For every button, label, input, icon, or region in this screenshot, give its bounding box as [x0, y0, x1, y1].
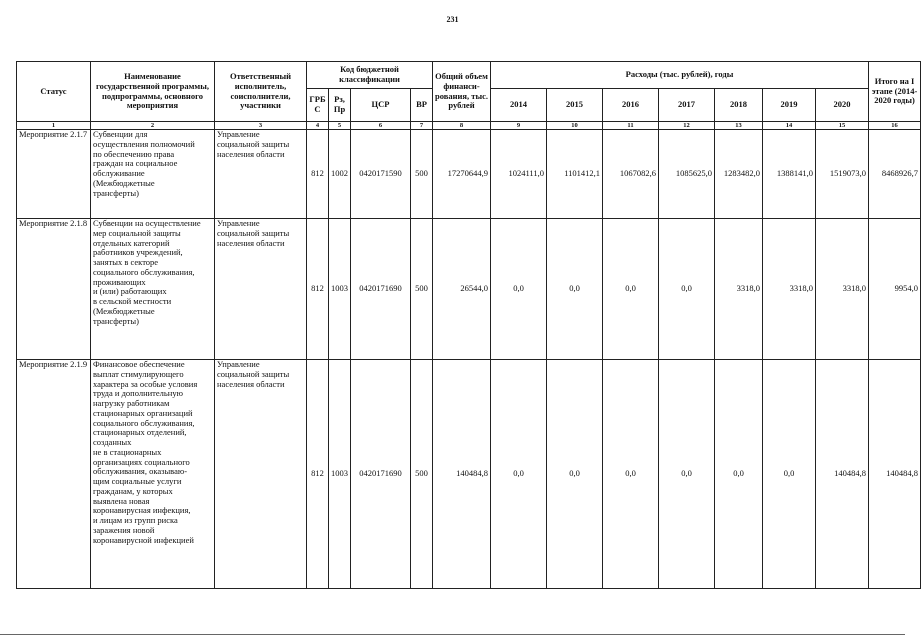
- table-row: [17, 130, 921, 219]
- column-number: 9: [491, 122, 547, 130]
- year-2014-cell: 0,0: [491, 360, 547, 589]
- table-row: [17, 360, 921, 589]
- year-2014-cell: 1024111,0: [491, 130, 547, 219]
- year-2016-cell: 0,0: [603, 219, 659, 360]
- col-year-2017-header: 2017: [659, 89, 715, 122]
- total-funding-cell: 26544,0: [433, 219, 491, 360]
- col-csr-header: ЦСР: [351, 89, 411, 122]
- status-cell: Мероприятие 2.1.9: [17, 360, 91, 589]
- rzpr-cell: 1002: [329, 130, 351, 219]
- column-number: 1: [17, 122, 91, 130]
- year-2017-cell: 0,0: [659, 360, 715, 589]
- column-number: 7: [411, 122, 433, 130]
- vr-cell: 500: [411, 219, 433, 360]
- stage-total-cell: 8468926,7: [869, 130, 921, 219]
- page-number: 231: [446, 15, 459, 24]
- year-2020-cell: 1519073,0: [816, 130, 869, 219]
- col-program-name-header: Наименование государственной программы, подпрограммы, основного мероприятия: [91, 62, 215, 122]
- col-year-2020-header: 2020: [816, 89, 869, 122]
- col-executor-header: Ответственный исполнитель, соисполнители, участники: [215, 62, 307, 122]
- program-name-cell: Субвенции на осуществление мер социальной защиты отдельных категорий работников учреждений, занятых в секторе социального обслуживания, проживающих и (или) работающих в сельской местности (Межбюджетные трансферты): [91, 219, 215, 360]
- column-number: 8: [433, 122, 491, 130]
- column-number-row: [17, 122, 921, 130]
- year-2020-cell: 3318,0: [816, 219, 869, 360]
- column-number: 5: [329, 122, 351, 130]
- col-total-funding-header: Общий объем финанси-рования, тыс. рублей: [433, 62, 491, 122]
- year-2019-cell: 1388141,0: [763, 130, 816, 219]
- column-number: 3: [215, 122, 307, 130]
- rzpr-cell: 1003: [329, 360, 351, 589]
- year-2015-cell: 0,0: [547, 219, 603, 360]
- year-2016-cell: 1067082,6: [603, 130, 659, 219]
- vr-cell: 500: [411, 360, 433, 589]
- col-year-2019-header: 2019: [763, 89, 816, 122]
- page-bottom-edge: [0, 634, 905, 635]
- status-cell: Мероприятие 2.1.8: [17, 219, 91, 360]
- col-vr-header: ВР: [411, 89, 433, 122]
- vr-cell: 500: [411, 130, 433, 219]
- grbs-cell: 812: [307, 219, 329, 360]
- stage-total-cell: 9954,0: [869, 219, 921, 360]
- column-number: 2: [91, 122, 215, 130]
- status-cell: Мероприятие 2.1.7: [17, 130, 91, 219]
- program-name-cell: Субвенции для осуществления полномочий по обеспечению права граждан на социальное обслуживание (Межбюджетные трансферты): [91, 130, 215, 219]
- col-year-2015-header: 2015: [547, 89, 603, 122]
- total-funding-cell: 17270644,9: [433, 130, 491, 219]
- csr-cell: 0420171690: [351, 219, 411, 360]
- year-2014-cell: 0,0: [491, 219, 547, 360]
- stage-total-cell: 140484,8: [869, 360, 921, 589]
- col-stage-total-header: Итого на I этапе (2014-2020 годы): [869, 62, 921, 122]
- year-2018-cell: 0,0: [715, 360, 763, 589]
- col-grbs-header: ГРБ С: [307, 89, 329, 122]
- column-number: 13: [715, 122, 763, 130]
- column-number: 11: [603, 122, 659, 130]
- table-header-row-1: [17, 62, 921, 89]
- rzpr-cell: 1003: [329, 219, 351, 360]
- col-expenses-header: Расходы (тыс. рублей), годы: [491, 62, 869, 89]
- year-2019-cell: 3318,0: [763, 219, 816, 360]
- column-number: 4: [307, 122, 329, 130]
- column-number: 15: [816, 122, 869, 130]
- year-2020-cell: 140484,8: [816, 360, 869, 589]
- column-number: 10: [547, 122, 603, 130]
- year-2018-cell: 1283482,0: [715, 130, 763, 219]
- col-status-header: Статус: [17, 62, 91, 122]
- grbs-cell: 812: [307, 130, 329, 219]
- col-budget-code-header: Код бюджетной классификации: [307, 62, 433, 89]
- year-2017-cell: 0,0: [659, 219, 715, 360]
- column-number: 12: [659, 122, 715, 130]
- csr-cell: 0420171690: [351, 360, 411, 589]
- executor-cell: Управление социальной защиты населения области: [215, 360, 307, 589]
- year-2019-cell: 0,0: [763, 360, 816, 589]
- year-2018-cell: 3318,0: [715, 219, 763, 360]
- budget-table: [16, 61, 921, 589]
- column-number: 6: [351, 122, 411, 130]
- column-number: 14: [763, 122, 816, 130]
- executor-cell: Управление социальной защиты населения области: [215, 219, 307, 360]
- year-2015-cell: 0,0: [547, 360, 603, 589]
- col-year-2018-header: 2018: [715, 89, 763, 122]
- col-year-2014-header: 2014: [491, 89, 547, 122]
- col-year-2016-header: 2016: [603, 89, 659, 122]
- csr-cell: 0420171590: [351, 130, 411, 219]
- col-rzpr-header: Рз, Пр: [329, 89, 351, 122]
- table-row: [17, 219, 921, 360]
- year-2016-cell: 0,0: [603, 360, 659, 589]
- column-number: 16: [869, 122, 921, 130]
- executor-cell: Управление социальной защиты населения области: [215, 130, 307, 219]
- total-funding-cell: 140484,8: [433, 360, 491, 589]
- program-name-cell: Финансовое обеспечение выплат стимулирующего характера за особые условия труда и дополнительную нагрузку работникам стационарных организаций социального обслуживания, стационарных отделений, созданных не в стационарных организациях социального обслуживания, оказываю- щим социальные услуги гражданам, у которых выявлена новая коронавирусная инфекция, и лицам из групп риска заражения новой коронавирусной инфекцией: [91, 360, 215, 589]
- year-2015-cell: 1101412,1: [547, 130, 603, 219]
- grbs-cell: 812: [307, 360, 329, 589]
- year-2017-cell: 1085625,0: [659, 130, 715, 219]
